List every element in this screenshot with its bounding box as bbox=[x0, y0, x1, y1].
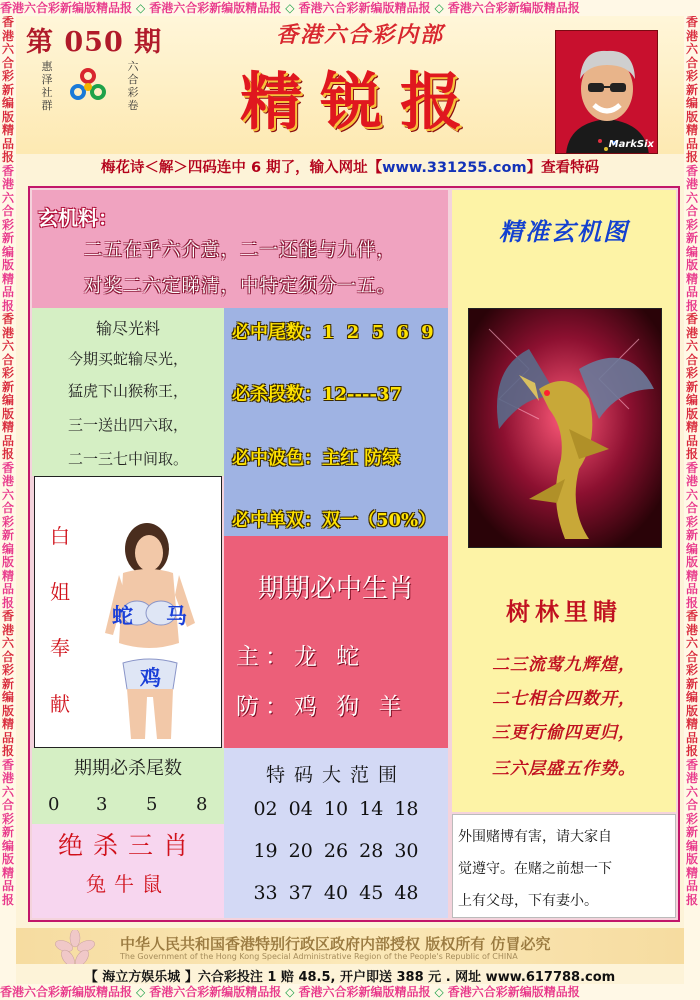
right-poem-line-4: 三六层盛五作势。 bbox=[492, 759, 636, 779]
kill-tail-number: 3 bbox=[96, 794, 108, 815]
caption-char-1: 白 bbox=[50, 524, 70, 548]
kill-tail-number: 5 bbox=[146, 794, 158, 815]
notice-bar bbox=[16, 156, 684, 177]
prediction-wave-color: 必中波色：主红 防绿 bbox=[232, 448, 401, 469]
range-row: 02 04 10 14 18 bbox=[253, 798, 419, 820]
photo-word-horse: 马 bbox=[166, 603, 187, 628]
photo-word-rooster: 鸡 bbox=[140, 665, 161, 690]
poem-line-3: 三一送出四六取， bbox=[67, 416, 188, 434]
caption-char-3: 奉 bbox=[50, 636, 70, 660]
footer-advert-link[interactable]: 【 海立方娱乐城 】六合彩投注 1 赔 48.5, 开户即送 388 元 . 网址 www.617788.com bbox=[84, 970, 616, 985]
bottom-ticker: 香港六合彩新编版精品报 ◇ 香港六合彩新编版精品报 ◇ 香港六合彩新编版精品报 ◇ 香港六合彩新编版精品报 bbox=[0, 984, 700, 1000]
flower-logo-icon bbox=[70, 68, 106, 104]
prediction-kill-range: 必杀段数：12----37 bbox=[232, 384, 402, 405]
prediction-tail-numbers: 必中尾数：1 2 5 6 9 bbox=[232, 322, 437, 343]
warning-line-3: 上有父母，下有妻小。 bbox=[458, 893, 598, 909]
kill-tail-number: 0 bbox=[48, 794, 60, 815]
footer-authorization: 中华人民共和国香港特别行政区政府内部授权 版权所有 仿冒必究 bbox=[120, 935, 551, 953]
poem-line-4: 二一三七中间取。 bbox=[67, 450, 188, 468]
left-ticker: 香港六合彩新编版精品报香港六合彩新编版精品报香港六合彩新编版精品报香港六合彩新编版精品报香港六合彩新编版精品报香港六合彩新编版精品报 bbox=[0, 16, 16, 984]
kill-three-animals: 兔牛鼠 bbox=[86, 872, 170, 896]
right-poem-line-3: 三更行偷四更归， bbox=[492, 723, 636, 743]
zodiac-main: 主：龙 蛇 bbox=[236, 644, 366, 670]
dragon-illustration bbox=[469, 309, 662, 548]
range-row: 19 20 26 28 30 bbox=[253, 840, 419, 862]
riddle-line-1: 二五在乎六介意，二一还能与九伴， bbox=[83, 240, 396, 261]
bauhinia-emblem-icon bbox=[50, 930, 100, 964]
kill-tail-number: 8 bbox=[196, 794, 208, 815]
dragon-image bbox=[468, 308, 662, 548]
range-row: 33 37 40 45 48 bbox=[253, 882, 419, 904]
notice-suffix: 】查看特码 bbox=[526, 160, 600, 176]
right-ticker: 香港六合彩新编版精品报香港六合彩新编版精品报香港六合彩新编版精品报香港六合彩新编版精品报香港六合彩新编版精品报香港六合彩新编版精品报 bbox=[684, 16, 700, 984]
warning-line-2: 觉遵守。在赌之前想一下 bbox=[458, 861, 612, 877]
footer-english: The Government of the Hong Kong Special Administrative Region of the People's Republic of CHINA bbox=[120, 952, 518, 961]
right-poem-line-2: 二七相合四数开， bbox=[492, 689, 636, 709]
logo-left-text: 惠泽社群 bbox=[41, 60, 53, 112]
portrait-photo bbox=[555, 30, 658, 154]
right-poem-line-1: 二三流莺九辉煌， bbox=[492, 655, 636, 675]
right-subtitle: 树林里睛 bbox=[506, 597, 622, 626]
mystery-image-title: 精准玄机图 bbox=[499, 217, 629, 246]
portrait-badge: MarkSix bbox=[608, 139, 654, 150]
poem-line-2: 猛虎下山猴称王， bbox=[67, 382, 188, 400]
photo-word-snake: 蛇 bbox=[112, 603, 133, 628]
caption-char-4: 献 bbox=[50, 692, 70, 716]
masthead-title: 精锐报 bbox=[239, 65, 480, 138]
issue-number: 第 050 期 bbox=[26, 27, 163, 58]
riddle-line-2: 对奖二六定睇清，中特定须分一五。 bbox=[83, 276, 396, 297]
top-ticker: 香港六合彩新编版精品报 ◇ 香港六合彩新编版精品报 ◇ 香港六合彩新编版精品报 ◇ 香港六合彩新编版精品报 bbox=[0, 0, 700, 16]
riddle-title: 玄机料： bbox=[38, 206, 118, 230]
poem-line-1: 今期买蛇输尽光， bbox=[67, 350, 188, 368]
portrait-image bbox=[556, 31, 658, 154]
caption-char-2: 姐 bbox=[50, 580, 70, 604]
kill-tails-title: 期期必杀尾数 bbox=[74, 758, 182, 779]
warning-line-1: 外围赌博有害，请大家自 bbox=[458, 829, 612, 845]
poem-title: 输尽光料 bbox=[95, 319, 160, 338]
kill-three-title: 绝杀三肖 bbox=[57, 831, 198, 860]
zodiac-guard: 防：鸡 狗 羊 bbox=[236, 694, 408, 720]
prediction-odd-even: 必中单双：双一（50%） bbox=[232, 510, 437, 531]
zodiac-title: 期期必中生肖 bbox=[257, 574, 414, 604]
notice-url-link[interactable]: www.331255.com bbox=[382, 160, 527, 176]
logo-right-text: 六合彩卷 bbox=[127, 60, 139, 112]
org-name: 香港六合彩内部 bbox=[275, 22, 444, 48]
club-logo bbox=[40, 60, 150, 122]
range-header: 特码大范围 bbox=[265, 764, 406, 786]
notice-prefix: 梅花诗＜解＞四码连中 6 期了，输入网址【 bbox=[100, 160, 383, 176]
